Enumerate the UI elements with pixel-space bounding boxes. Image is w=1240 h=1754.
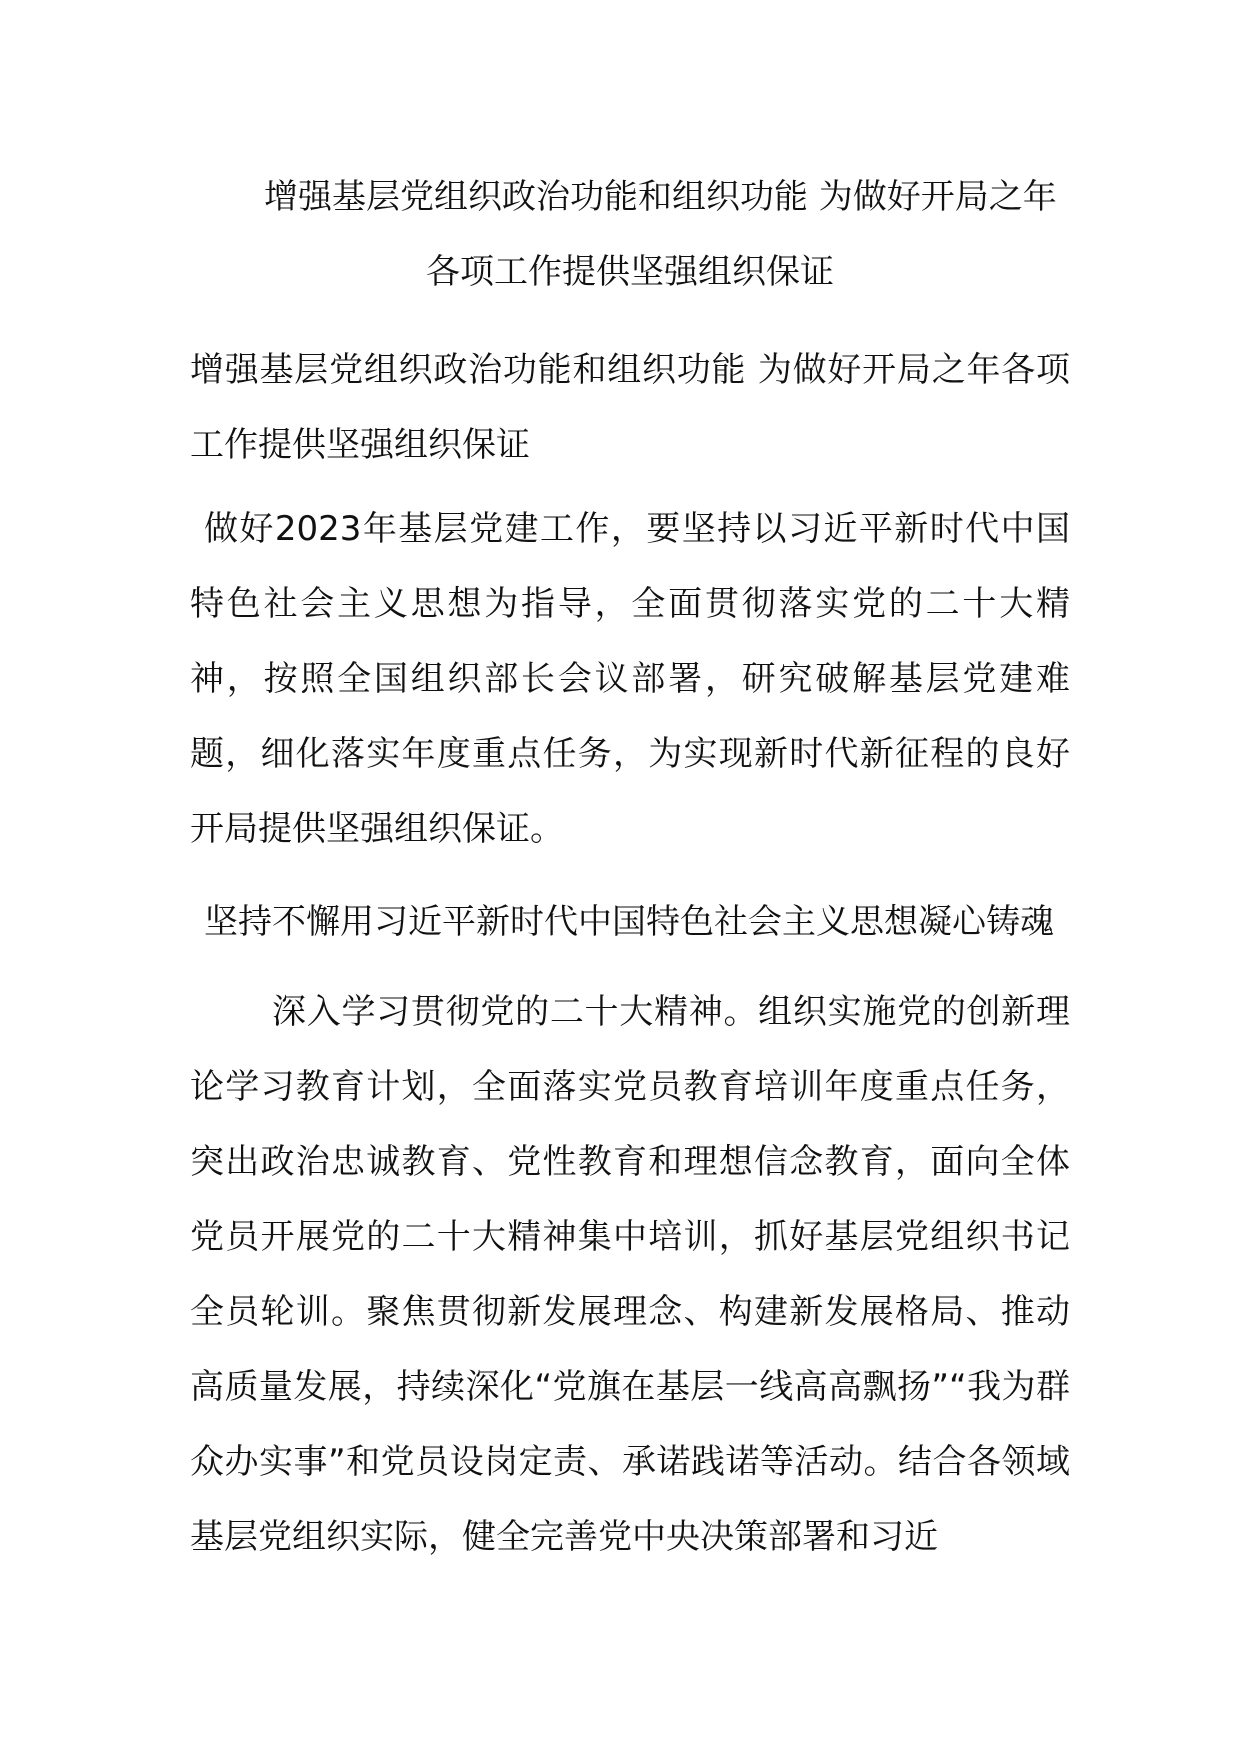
section-heading: 坚持不懈用习近平新时代中国特色社会主义思想凝心铸魂: [204, 902, 1054, 942]
section-body-paragraph: 深入学习贯彻党的二十大精神。组织实施党的创新理论学习教育计划，全面落实党员教育培训年度重点任务，突出政治忠诚教育、党性教育和理想信念教育，面向全体党员开展党的二十大精神集中培训，抓好基层党组织书记全员轮训。聚焦贯彻新发展理念、构建新发展格局、推动高质量发展，持续深化“党旗在基层一线高高飘扬”“我为群众办实事”和党员设岗定责、承诺践诺等活动。结合各领域基层党组织实际，健全完善党中央决策部署和习近: [190, 992, 1070, 1557]
intro-paragraph: 做好2023年基层党建工作，要坚持以习近平新时代中国特色社会主义思想为指导，全面贯彻落实党的二十大精神，按照全国组织部长会议部署，研究破解基层党建难题，细化落实年度重点任务，为实现新时代新征程的良好开局提供坚强组织保证。: [190, 509, 1070, 849]
document-title: [190, 160, 1070, 310]
title-line-2: 各项工作提供坚强组织保证: [426, 252, 834, 292]
document-subtitle: 增强基层党组织政治功能和组织功能 为做好开局之年各项工作提供坚强组织保证: [190, 350, 1070, 465]
title-line-1: 增强基层党组织政治功能和组织功能 为做好开局之年: [264, 177, 1057, 217]
